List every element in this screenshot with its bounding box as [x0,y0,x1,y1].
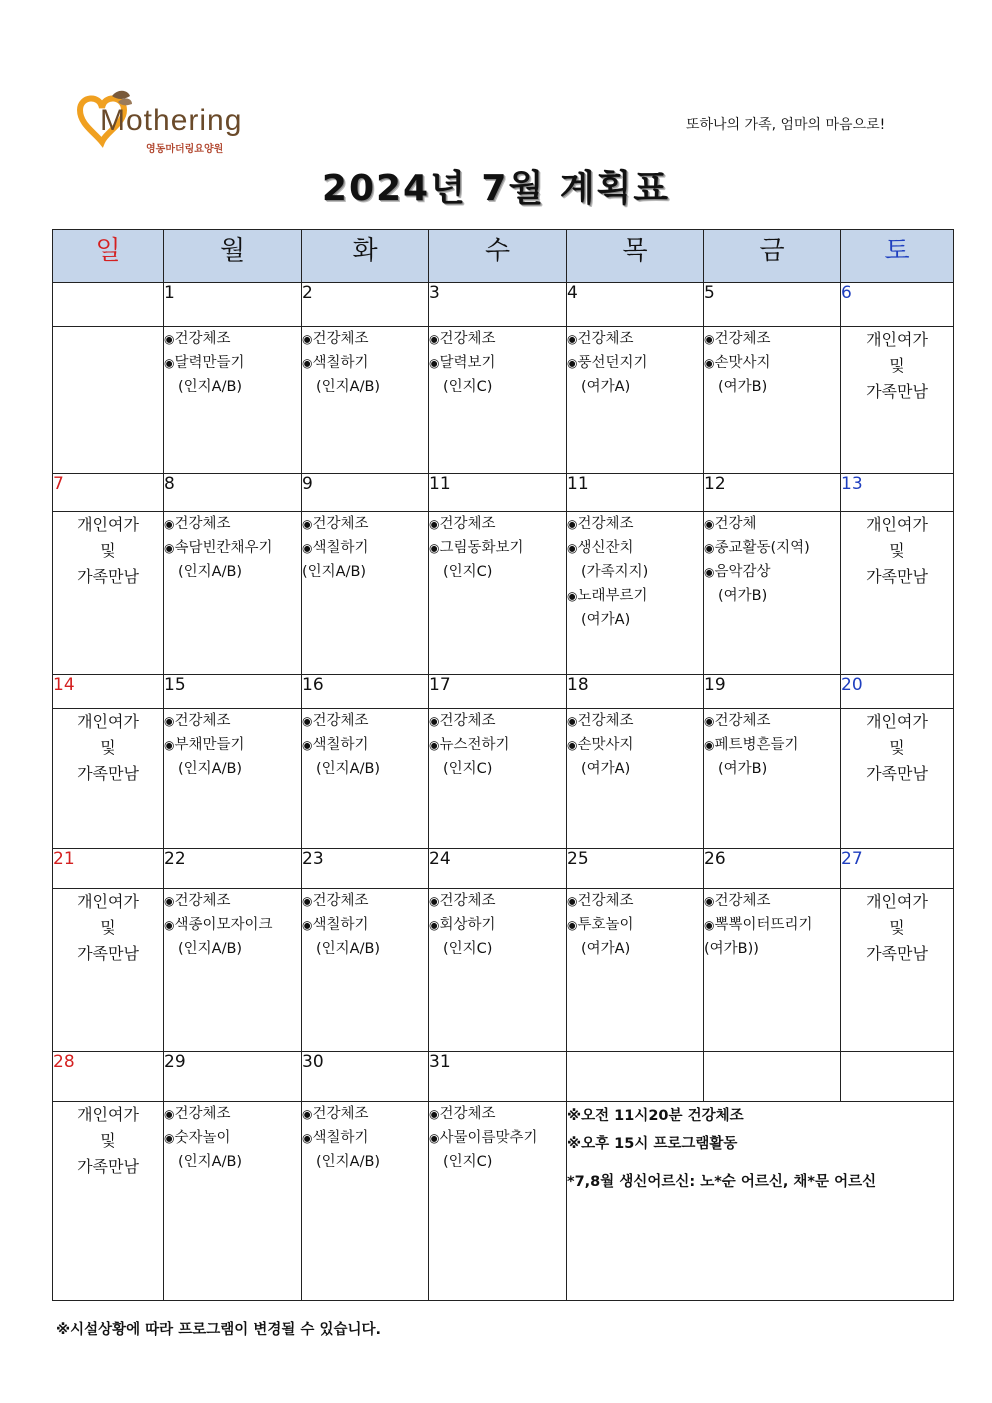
program-item [429,512,566,536]
free-time-cell [841,889,954,1052]
program-cell [429,1102,567,1301]
program-item [704,889,840,913]
date-number: 16 [302,675,429,709]
weekday-wed: 수 [429,230,567,283]
program-cell [429,512,567,675]
program-category: (여가A) [581,941,631,957]
program-cell [704,327,841,474]
date-number: 23 [302,849,429,889]
program-item [704,560,840,584]
program-cell [704,709,841,849]
program-item-label: 건강체조 [577,331,634,347]
program-category: (여가A) [581,379,631,395]
program-item [704,709,840,733]
program-cell [164,709,302,849]
program-item [164,1126,301,1150]
program-item-label: 건강체조 [174,713,231,729]
bullet-icon: ◉ [429,332,440,346]
date-number: 26 [704,849,841,889]
program-item-label: 부채만들기 [174,737,245,753]
program-item [429,351,566,375]
program-item [164,536,301,560]
program-category: (인지A/B) [178,564,243,580]
bullet-icon: ◉ [164,541,175,555]
program-item-label: 건강체조 [439,1106,496,1122]
program-item-label: 그림동화보기 [439,540,524,556]
program-item [164,327,301,351]
program-item [164,913,301,937]
program-item-label: 숫자놀이 [174,1130,231,1146]
program-item [429,1126,566,1150]
free-time-text: 가족만남 [77,764,139,783]
page-title: 2024년 7월 계획표 [321,168,671,209]
program-item [429,913,566,937]
program-category: (인지C) [443,941,493,957]
bullet-icon: ◉ [302,356,313,370]
date-number: 24 [429,849,567,889]
bullet-icon: ◉ [164,918,175,932]
program-item [567,889,703,913]
program-item [429,709,566,733]
free-time-cell [53,512,164,675]
date-row [53,1052,954,1102]
program-cell [164,512,302,675]
program-item-label: 색칠하기 [312,1130,369,1146]
program-cell [302,889,429,1052]
program-cell [567,889,704,1052]
bullet-icon: ◉ [704,565,715,579]
program-item-label: 건강체조 [174,893,231,909]
bullet-icon: ◉ [567,894,578,908]
bullet-icon: ◉ [704,517,715,531]
program-item-label: 노래부르기 [577,588,648,604]
program-category: (여가B) [718,379,768,395]
program-category: (인지A/B) [302,564,367,580]
free-time-text: 및 [100,1131,116,1150]
program-item [302,1126,428,1150]
bullet-icon: ◉ [302,517,313,531]
free-time-cell [53,709,164,849]
program-cell [302,709,429,849]
program-item [164,709,301,733]
program-row [53,889,954,1052]
program-item-label: 뽁뽁이터뜨리기 [714,917,813,933]
program-category: (인지C) [443,564,493,580]
bullet-icon: ◉ [567,714,578,728]
program-item [429,889,566,913]
program-item [429,327,566,351]
free-time-text: 가족만남 [866,764,928,783]
date-number: 2 [302,283,429,327]
bullet-icon: ◉ [429,1107,440,1121]
program-item [704,733,840,757]
free-time-text: 개인여가 [77,515,139,534]
program-item-label: 페트병흔들기 [714,737,799,753]
program-category: (인지A/B) [178,1154,243,1170]
program-category: (인지A/B) [316,1154,381,1170]
program-item-label: 색종이모자이크 [174,917,273,933]
bullet-icon: ◉ [567,738,578,752]
date-number: 11 [429,474,567,512]
free-time-text: 개인여가 [77,892,139,911]
date-number: 5 [704,283,841,327]
program-cell [164,1102,302,1301]
free-time-text: 및 [889,356,905,375]
program-item-label: 건강체조 [577,713,634,729]
program-item [164,351,301,375]
program-item-label: 건강체조 [174,1106,231,1122]
program-item [302,889,428,913]
program-item [164,733,301,757]
weekday-fri: 금 [704,230,841,283]
notes-cell [567,1102,954,1301]
program-item [567,733,703,757]
bullet-icon: ◉ [429,517,440,531]
free-time-text: 및 [889,738,905,757]
program-item-label: 건강체조 [714,331,771,347]
program-item-label: 건강체조 [439,893,496,909]
program-item-label: 달력보기 [439,355,496,371]
program-item-label: 건강체조 [714,713,771,729]
program-item-label: 색칠하기 [312,540,369,556]
program-item-label: 건강체조 [174,331,231,347]
program-item-label: 투호놀이 [577,917,634,933]
program-item-label: 생신잔치 [577,540,634,556]
program-item [429,1102,566,1126]
bullet-icon: ◉ [302,738,313,752]
program-item-label: 색칠하기 [312,917,369,933]
date-number [841,1052,954,1102]
program-item-label: 색칠하기 [312,737,369,753]
date-number: 4 [567,283,704,327]
program-item [302,327,428,351]
program-category: (인지A/B) [316,761,381,777]
program-category: (인지A/B) [316,379,381,395]
bullet-icon: ◉ [429,714,440,728]
date-row [53,283,954,327]
free-time-text: 개인여가 [866,515,928,534]
free-time-text: 및 [889,541,905,560]
program-cell [704,889,841,1052]
bullet-icon: ◉ [704,332,715,346]
date-number [567,1052,704,1102]
program-item-label: 건강체조 [174,516,231,532]
date-number: 19 [704,675,841,709]
date-number: 28 [53,1052,164,1102]
program-item [704,536,840,560]
free-time-text: 개인여가 [866,330,928,349]
program-item-label: 건강체조 [312,1106,369,1122]
program-item-label: 종교활동(지역) [714,540,810,556]
bullet-icon: ◉ [164,517,175,531]
date-number: 13 [841,474,954,512]
program-item [302,913,428,937]
bullet-icon: ◉ [164,714,175,728]
schedule-note: ※오후 15시 프로그램활동 [567,1136,738,1152]
bullet-icon: ◉ [164,332,175,346]
program-item [567,351,703,375]
program-cell [567,709,704,849]
program-cell [53,327,164,474]
program-item [567,327,703,351]
footer-note: ※시설상황에 따라 프로그램이 변경될 수 있습니다. [56,1322,381,1338]
program-item-label: 사물이름맞추기 [439,1130,538,1146]
logo [72,88,302,158]
bullet-icon: ◉ [164,356,175,370]
program-item [302,512,428,536]
program-item [704,327,840,351]
program-item-label: 건강체조 [439,331,496,347]
program-item-label: 건강체조 [312,516,369,532]
program-row [53,1102,954,1301]
bullet-icon: ◉ [704,541,715,555]
program-item [164,1102,301,1126]
bullet-icon: ◉ [302,1107,313,1121]
program-category: (여가B) [718,761,768,777]
logo-text: Mothering [100,104,243,137]
program-item [302,351,428,375]
free-time-text: 가족만남 [866,382,928,401]
program-item-label: 색칠하기 [312,355,369,371]
program-item-label: 건강체조 [577,893,634,909]
logo-subtitle: 영동마더링요양원 [146,144,224,155]
bullet-icon: ◉ [429,918,440,932]
program-row [53,709,954,849]
program-category: (인지A/B) [178,379,243,395]
program-cell [567,327,704,474]
bullet-icon: ◉ [567,332,578,346]
weekday-tue: 화 [302,230,429,283]
bullet-icon: ◉ [704,918,715,932]
date-number: 21 [53,849,164,889]
program-item [302,709,428,733]
free-time-text: 가족만남 [77,944,139,963]
bullet-icon: ◉ [164,1131,175,1145]
free-time-text: 및 [100,918,116,937]
date-number [53,283,164,327]
program-cell [429,327,567,474]
bullet-icon: ◉ [704,738,715,752]
program-item [567,584,703,608]
free-time-text: 개인여가 [77,1105,139,1124]
program-item [704,351,840,375]
program-item-label: 풍선던지기 [577,355,648,371]
program-cell [164,327,302,474]
weekday-sat: 토 [841,230,954,283]
schedule-note: ※오전 11시20분 건강체조 [567,1108,744,1124]
program-category: (가족지지) [581,564,649,580]
program-item [429,536,566,560]
date-number: 8 [164,474,302,512]
program-category: (인지C) [443,379,493,395]
free-time-cell [841,512,954,675]
program-item-label: 손맛사지 [714,355,771,371]
program-cell [429,889,567,1052]
free-time-text: 가족만남 [866,944,928,963]
free-time-cell [841,709,954,849]
program-row [53,327,954,474]
program-item-label: 건강체조 [312,893,369,909]
date-row [53,474,954,512]
free-time-cell [53,889,164,1052]
program-category: (여가B) [718,588,768,604]
program-item [302,733,428,757]
free-time-text: 가족만남 [866,567,928,586]
free-time-cell [53,1102,164,1301]
date-number: 17 [429,675,567,709]
program-item-label: 손맛사지 [577,737,634,753]
bullet-icon: ◉ [164,894,175,908]
program-cell [302,1102,429,1301]
program-item-label: 건강체조 [577,516,634,532]
program-category: (인지C) [443,1154,493,1170]
program-category: (인지A/B) [316,941,381,957]
program-item [567,536,703,560]
date-number: 6 [841,283,954,327]
bullet-icon: ◉ [302,1131,313,1145]
program-item-label: 건강체조 [714,893,771,909]
free-time-cell [841,327,954,474]
date-number: 1 [164,283,302,327]
program-category: (인지A/B) [178,761,243,777]
bullet-icon: ◉ [567,517,578,531]
bullet-icon: ◉ [429,356,440,370]
program-cell [704,512,841,675]
date-number: 3 [429,283,567,327]
date-number: 15 [164,675,302,709]
weekday-mon: 월 [164,230,302,283]
program-item-label: 뉴스전하기 [439,737,510,753]
bullet-icon: ◉ [429,1131,440,1145]
program-item-label: 건강체조 [439,713,496,729]
date-number: 20 [841,675,954,709]
date-row [53,849,954,889]
weekday-sun: 일 [53,230,164,283]
program-category: (여가B)) [704,941,759,957]
bullet-icon: ◉ [164,1107,175,1121]
bullet-icon: ◉ [704,894,715,908]
bullet-icon: ◉ [164,738,175,752]
date-number: 27 [841,849,954,889]
slogan: 또하나의 가족, 엄마의 마음으로! [686,117,886,133]
program-item-label: 회상하기 [439,917,496,933]
program-item-label: 건강체조 [439,516,496,532]
program-category: (인지C) [443,761,493,777]
program-item-label: 건강체조 [312,713,369,729]
date-row [53,675,954,709]
calendar-table [52,229,954,1301]
bullet-icon: ◉ [567,589,578,603]
bullet-icon: ◉ [302,541,313,555]
free-time-text: 개인여가 [866,892,928,911]
program-cell [164,889,302,1052]
date-number: 30 [302,1052,429,1102]
date-number: 18 [567,675,704,709]
schedule-note: *7,8월 생신어르신: 노*순 어르신, 채*문 어르신 [567,1174,877,1190]
free-time-text: 및 [100,738,116,757]
program-cell [302,327,429,474]
date-number: 11 [567,474,704,512]
bullet-icon: ◉ [302,714,313,728]
program-item [704,913,840,937]
date-number: 25 [567,849,704,889]
program-item [302,536,428,560]
program-item-label: 건강체 [714,516,757,532]
bullet-icon: ◉ [302,894,313,908]
bullet-icon: ◉ [429,894,440,908]
program-item [429,733,566,757]
program-item-label: 건강체조 [312,331,369,347]
program-row [53,512,954,675]
bullet-icon: ◉ [302,918,313,932]
free-time-text: 및 [100,541,116,560]
note-spacer [567,1158,953,1168]
program-item [302,1102,428,1126]
program-item [567,512,703,536]
date-number: 9 [302,474,429,512]
free-time-text: 가족만남 [77,567,139,586]
program-item [164,889,301,913]
free-time-text: 개인여가 [77,712,139,731]
bullet-icon: ◉ [302,332,313,346]
program-item-label: 속담빈칸채우기 [174,540,273,556]
date-number: 7 [53,474,164,512]
program-category: (여가A) [581,761,631,777]
date-number: 22 [164,849,302,889]
bullet-icon: ◉ [704,356,715,370]
weekday-thu: 목 [567,230,704,283]
program-cell [567,512,704,675]
free-time-text: 가족만남 [77,1157,139,1176]
date-number [704,1052,841,1102]
program-item-label: 음악감상 [714,564,771,580]
free-time-text: 개인여가 [866,712,928,731]
program-item [704,512,840,536]
program-item [567,913,703,937]
program-category: (인지A/B) [178,941,243,957]
weekday-header-row [53,230,954,283]
bullet-icon: ◉ [429,738,440,752]
bullet-icon: ◉ [567,541,578,555]
date-number: 12 [704,474,841,512]
program-item-label: 달력만들기 [174,355,245,371]
bullet-icon: ◉ [704,714,715,728]
bullet-icon: ◉ [567,918,578,932]
program-cell [429,709,567,849]
program-category: (여가A) [581,612,631,628]
program-item [567,709,703,733]
date-number: 14 [53,675,164,709]
free-time-text: 및 [889,918,905,937]
program-cell [302,512,429,675]
program-item [164,512,301,536]
date-number: 29 [164,1052,302,1102]
date-number: 31 [429,1052,567,1102]
bullet-icon: ◉ [429,541,440,555]
bullet-icon: ◉ [567,356,578,370]
